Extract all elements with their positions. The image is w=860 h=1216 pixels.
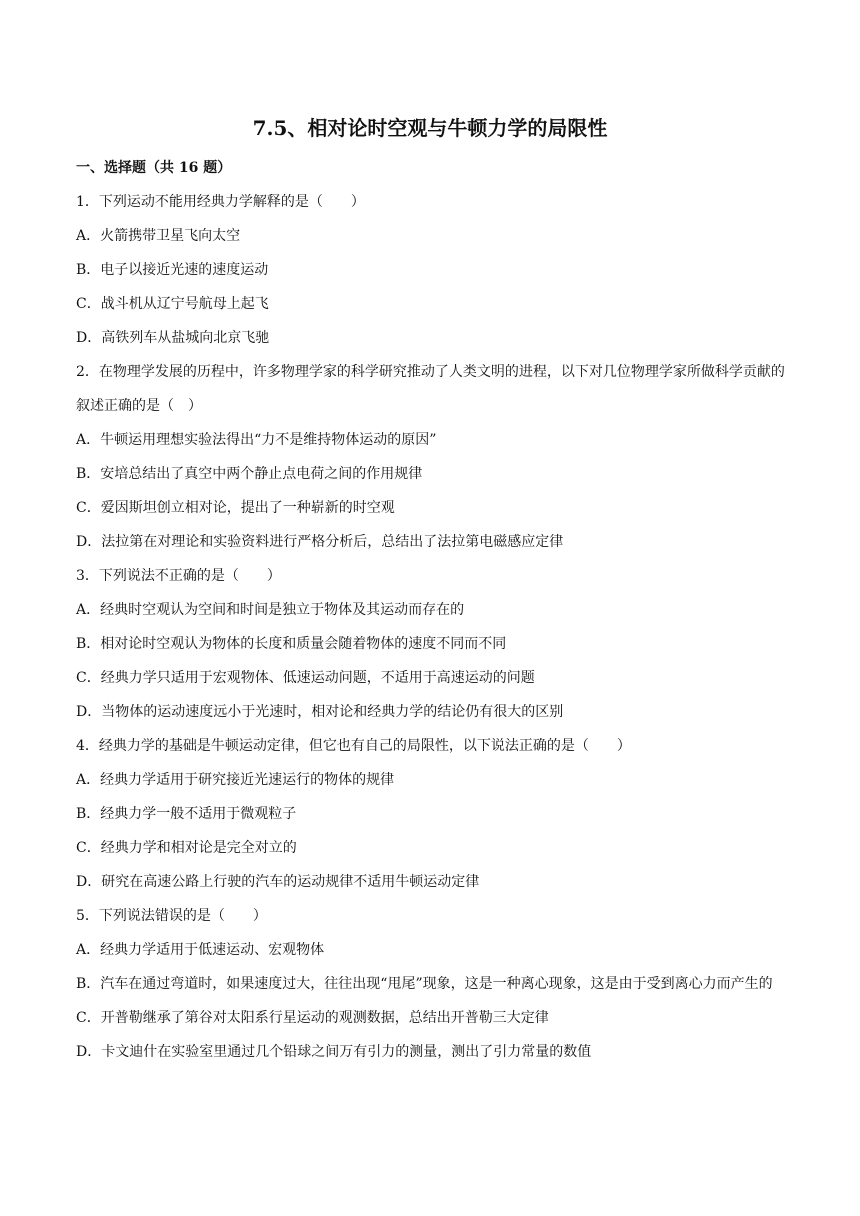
option-d: D．研究在高速公路上行驶的汽车的运动规律不适用牛顿运动定律 xyxy=(76,874,480,890)
document-title: 7.5、相对论时空观与牛顿力学的局限性 xyxy=(252,116,608,140)
option-c: C．战斗机从辽宁号航母上起飞 xyxy=(76,296,269,312)
option-d: D．卡文迪什在实验室里通过几个铅球之间万有引力的测量，测出了引力常量的数值 xyxy=(76,1044,592,1060)
option-a: A．火箭携带卫星飞向太空 xyxy=(76,228,241,244)
question-stem: 3．下列说法不正确的是（ ） xyxy=(76,568,281,584)
section-heading: 一、选择题（共 16 题） xyxy=(76,160,232,176)
option-b: B．经典力学一般不适用于微观粒子 xyxy=(76,806,297,822)
option-d: D．当物体的运动速度远小于光速时，相对论和经典力学的结论仍有很大的区别 xyxy=(76,704,564,720)
option-a: A．经典力学适用于研究接近光速运行的物体的规律 xyxy=(76,772,395,788)
question-stem: 1．下列运动不能用经典力学解释的是（ ） xyxy=(76,194,365,210)
question-5 xyxy=(76,905,788,1063)
option-a: A．经典力学适用于低速运动、宏观物体 xyxy=(76,942,325,958)
question-4 xyxy=(76,735,788,893)
option-a: A．经典时空观认为空间和时间是独立于物体及其运动而存在的 xyxy=(76,602,465,618)
option-c: C．开普勒继承了第谷对太阳系行星运动的观测数据，总结出开普勒三大定律 xyxy=(76,1010,549,1026)
question-stem: 5．下列说法错误的是（ ） xyxy=(76,908,267,924)
option-c: C．爱因斯坦创立相对论，提出了一种崭新的时空观 xyxy=(76,500,395,516)
question-stem: 4．经典力学的基础是牛顿运动定律，但它也有自己的局限性，以下说法正确的是（ ） xyxy=(76,738,631,754)
option-b: B．电子以接近光速的速度运动 xyxy=(76,262,269,278)
option-d: D．法拉第在对理论和实验资料进行严格分析后，总结出了法拉第电磁感应定律 xyxy=(76,534,564,550)
option-b: B．汽车在通过弯道时，如果速度过大，往往出现“甩尾”现象，这是一种离心现象，这是由于受到离心力而产生的 xyxy=(76,976,773,992)
option-b: B．相对论时空观认为物体的长度和质量会随着物体的速度不同而不同 xyxy=(76,636,507,652)
option-a: A．牛顿运用理想实验法得出“力不是维持物体运动的原因” xyxy=(76,432,437,448)
option-c: C．经典力学只适用于宏观物体、低速运动问题，不适用于高速运动的问题 xyxy=(76,670,535,686)
option-b: B．安培总结出了真空中两个静止点电荷之间的作用规律 xyxy=(76,466,423,482)
question-2 xyxy=(76,355,788,553)
question-1 xyxy=(76,191,788,349)
option-d: D．高铁列车从盐城向北京飞驰 xyxy=(76,330,270,346)
option-c: C．经典力学和相对论是完全对立的 xyxy=(76,840,297,856)
document-body xyxy=(76,157,788,1075)
question-stem: 2．在物理学发展的历程中，许多物理学家的科学研究推动了人类文明的进程，以下对几位物理学家所做科学贡献的叙述正确的是（ ） xyxy=(76,364,785,414)
question-3 xyxy=(76,565,788,723)
